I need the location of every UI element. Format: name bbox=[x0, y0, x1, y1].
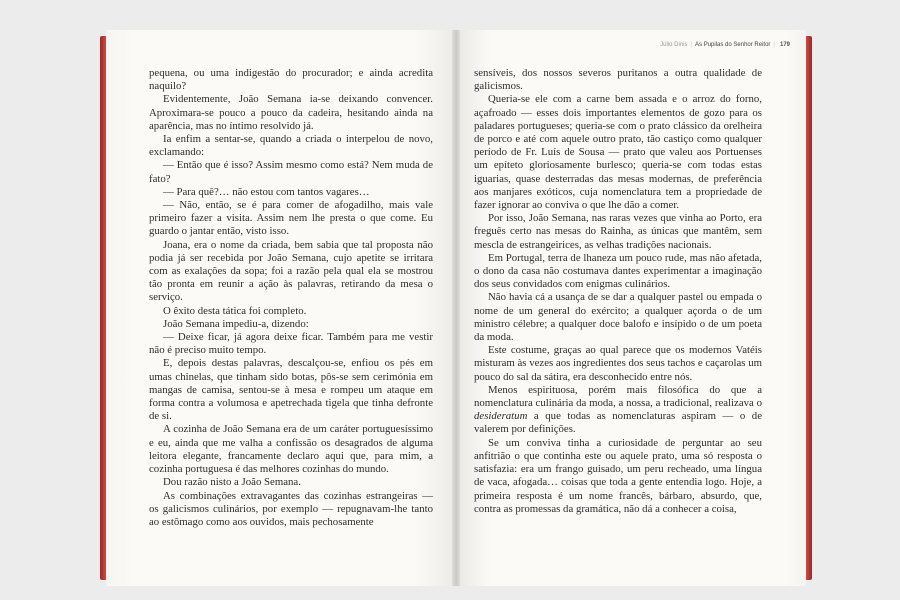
open-book bbox=[100, 30, 812, 586]
paragraph: Joana, era o nome da criada, bem sabia que tal proposta não podia já ser recebida por João Semana, cujo apetite se irritara com as exalações da sopa; foi a razão pela qual ela se mostrou tão pronta em reunir a ação às palavras, retirando da mesa o serviço. bbox=[149, 238, 433, 304]
header-separator: | bbox=[773, 42, 775, 48]
header-title: As Pupilas do Senhor Reitor bbox=[695, 42, 771, 48]
paragraph: Dou razão nisto a João Semana. bbox=[163, 476, 301, 489]
paragraph: — Então que é isso? Assim mesmo como está? Nem muda de fato? bbox=[149, 159, 433, 185]
paragraph: Em Portugal, terra de lhaneza um pouco rude, mas não afetada, o dono da casa não costumava dantes experimentar a imaginação dos seus convidados com enigmas culinários. bbox=[474, 251, 762, 291]
book-gutter bbox=[452, 30, 460, 586]
running-header bbox=[476, 42, 790, 48]
paragraph: — Não, então, se é para comer de afogadilho, mais vale primeiro fazer a visita. Assim nem lhe presta o que come. Eu guardo o jantar então, visto isso. bbox=[149, 199, 433, 238]
paragraph: Queria-se ele com a carne bem assada e o arroz do forno, açafroado — esses dois importantes elementos de gozo para os paladares portugueses; queria-se com o prato clássico da orelheira de porco e até com aquele outro prato, tão castiço como qualquer período de Fr. Luís de Sousa — prato que valeu aos Portuenses um epíteto gloriosamente burlesco; queria-se com todas estas iguarias, quase desterradas das mesas modernas, de preferência aos manjares exóticos, cuja nomenclatura tem a propriedade de fazer ignorar ao conviva o que lhe dão a comer. bbox=[474, 93, 762, 212]
right-page bbox=[456, 30, 806, 586]
paragraph: — Para quê?… não estou com tantos vagares… bbox=[163, 185, 370, 198]
left-page-text bbox=[149, 67, 433, 529]
paragraph: sensíveis, dos nossos severos puritanos a outra qualidade de galicismos. bbox=[474, 67, 762, 93]
paragraph: pequena, ou uma indigestão do procurador; e ainda acredita naquilo? bbox=[149, 67, 433, 93]
paragraph: Não havia cá a usança de se dar a qualquer pastel ou empada o nome de um general do exército; a qualquer açorda o de um ministro célebre; a qualquer doce balofo e insípido o de um poeta da moda. bbox=[474, 291, 762, 344]
paragraph: Este costume, graças ao qual parece que os modernos Vatéis misturam às vezes aos ingredientes dos seus tachos e caçarolas um pouco do sal da sátira, era desconhecido entre nós. bbox=[474, 344, 762, 383]
paragraph: Se um conviva tinha a curiosidade de perguntar ao seu anfitrião o que continha este ou aquele prato, uma só resposta o satisfazia: era um frango guisado, um peru recheado, uma língua de vaca, afogada… coisas que toda a gente entendia logo. Hoje, a primeira resposta é um nome francês, bárbaro, absurdo, que, contra as promessas da gramática, não dá a conhecer a coisa, bbox=[474, 436, 762, 515]
paragraph: E, depois destas palavras, descalçou-se, enfiou os pés em umas chinelas, que tinham sido botas, pôs-se sem cerimónia em mangas de camisa, sentou-se à mesa e rompeu um ataque em forma contra a volumosa e apetrechada tigela que tinha defronte de si. bbox=[149, 357, 433, 423]
paragraph: A cozinha de João Semana era de um caráter portuguesíssimo e eu, ainda que me valha a confissão os desagrados de alguma leitora elegante, francamente declaro aqui que, para mim, a cozinha portuguesa é das melhores cozinhas do mundo. bbox=[149, 423, 433, 476]
paragraph: O êxito desta tática foi completo. bbox=[163, 304, 307, 317]
paragraph: — Deixe ficar, já agora deixe ficar. Também para me vestir não é preciso muito tempo. bbox=[149, 331, 433, 357]
header-separator: | bbox=[690, 42, 693, 48]
paragraph: João Semana impediu-a, dizendo: bbox=[163, 317, 309, 330]
paragraph: Ia enfim a sentar-se, quando a criada o interpelou de novo, exclamando: bbox=[149, 133, 433, 159]
right-page-text bbox=[474, 67, 762, 516]
paragraph: Por isso, João Semana, nas raras vezes que vinha ao Porto, era freguês certo nas mesas do Rainha, as únicas que mantêm, sem mescla de estrangeirices, as velhas tradições nacionais. bbox=[474, 212, 762, 251]
header-author: Júlio Dinis bbox=[660, 42, 688, 48]
paragraph: Evidentemente, João Semana ia-se deixando convencer. Aproximara-se pouco a pouco da cadeira, hesitando ainda na aparência, mas no íntimo resolvido já. bbox=[149, 93, 433, 132]
paragraph: Menos espirituosa, porém mais filosófica do que a nomenclatura culinária da moda, a nossa, a tradicional, realizava o desideratum a que todas as nomenclaturas aspiram — o de valerem por definições. bbox=[474, 383, 762, 436]
left-page bbox=[106, 30, 456, 586]
paragraph: As combinações extravagantes das cozinhas estrangeiras — os galicismos culinários, por exemplo — repugnavam-lhe tanto ao estômago como aos ouvidos, mais pechosamente bbox=[149, 489, 433, 528]
page-number: 179 bbox=[779, 42, 790, 48]
